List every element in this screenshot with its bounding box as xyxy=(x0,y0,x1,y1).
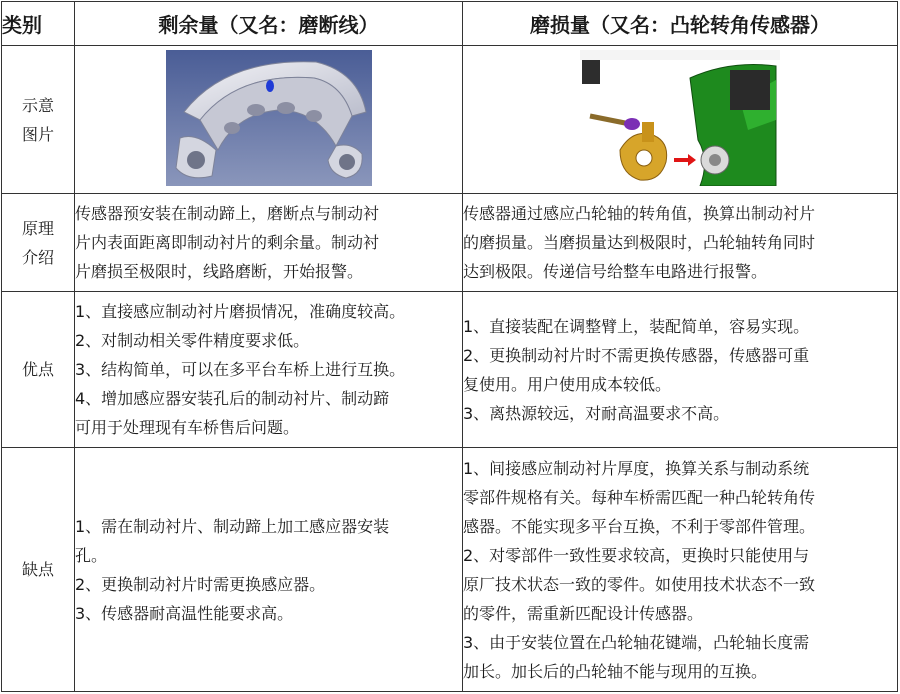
text-line: 可用于处理现有车桥售后问题。 xyxy=(75,418,300,437)
row-advantages xyxy=(2,292,898,448)
brake-shoe-image xyxy=(166,50,372,186)
text-line: 的零件，需重新匹配设计传感器。 xyxy=(463,603,704,623)
label-line: 图片 xyxy=(21,124,54,144)
text-line: 3、结构简单，可以在多平台车桥上进行互换。 xyxy=(75,360,406,379)
text-line: 3、传感器耐高温性能要求高。 xyxy=(75,603,294,623)
text-line: 片内表面距离即制动衬片的剩余量。制动衬 xyxy=(75,233,380,252)
cam-angle-sensor-image xyxy=(580,50,780,186)
image-cell xyxy=(463,46,898,194)
text-line: 1、间接感应制动衬片厚度，换算关系与制动系统 xyxy=(463,458,810,478)
row-label: 优点 xyxy=(2,292,75,448)
row-images xyxy=(2,46,898,194)
disadvantages-col1 xyxy=(75,448,463,692)
header-row xyxy=(2,2,898,46)
row-principle xyxy=(2,194,898,292)
text-line: 1、需在制动衬片、制动蹄上加工感应器安装 xyxy=(75,516,390,536)
label-line: 介绍 xyxy=(21,247,54,267)
row-disadvantages xyxy=(2,448,898,692)
text-line: 传感器通过感应凸轮轴的转角值，换算出制动衬片 xyxy=(463,204,816,223)
row-label xyxy=(2,46,75,194)
text-line: 零部件规格有关。每种车桥需匹配一种凸轮转角传 xyxy=(463,487,816,507)
principle-col1 xyxy=(75,194,463,292)
advantages-col2 xyxy=(463,292,898,448)
text-line: 加长。加长后的凸轮轴不能与现用的互换。 xyxy=(463,661,768,681)
text-line: 片磨损至极限时，线路磨断，开始报警。 xyxy=(75,262,364,281)
header-col2: 磨损量（又名：凸轮转角传感器） xyxy=(463,2,898,46)
text-line: 2、对零部件一致性要求较高，更换时只能使用与 xyxy=(463,545,810,565)
text-line: 孔。 xyxy=(75,545,108,565)
label-line: 示意 xyxy=(21,95,54,115)
row-label: 缺点 xyxy=(2,448,75,692)
text-line: 2、更换制动衬片时不需更换传感器，传感器可重 xyxy=(463,345,810,365)
label-line: 原理 xyxy=(21,218,54,238)
text-line: 复使用。用户使用成本较低。 xyxy=(463,374,672,394)
text-line: 达到极限。传递信号给整车电路进行报警。 xyxy=(463,262,768,281)
text-line: 4、增加感应器安装孔后的制动衬片、制动蹄 xyxy=(75,389,390,408)
text-line: 感器。不能实现多平台互换，不利于零部件管理。 xyxy=(463,516,816,536)
header-col1: 剩余量（又名：磨断线） xyxy=(75,2,463,46)
text-line: 1、直接感应制动衬片磨损情况，准确度较高。 xyxy=(75,302,406,321)
image-cell xyxy=(75,46,463,194)
text-line: 3、由于安装位置在凸轮轴花键端，凸轮轴长度需 xyxy=(463,632,810,652)
text-line: 2、对制动相关零件精度要求低。 xyxy=(75,331,310,350)
disadvantages-col2 xyxy=(463,448,898,692)
principle-col2 xyxy=(463,194,898,292)
advantages-col1 xyxy=(75,292,463,448)
text-line: 1、直接装配在调整臂上，装配简单，容易实现。 xyxy=(463,316,810,336)
comparison-table xyxy=(1,1,898,692)
row-label xyxy=(2,194,75,292)
text-line: 的磨损量。当磨损量达到极限时，凸轮轴转角同时 xyxy=(463,233,816,252)
text-line: 原厂技术状态一致的零件。如使用技术状态不一致 xyxy=(463,574,816,594)
header-category: 类别 xyxy=(2,2,75,46)
text-line: 传感器预安装在制动蹄上，磨断点与制动衬 xyxy=(75,204,380,223)
text-line: 3、离热源较远，对耐高温要求不高。 xyxy=(463,403,730,423)
text-line: 2、更换制动衬片时需更换感应器。 xyxy=(75,574,326,594)
